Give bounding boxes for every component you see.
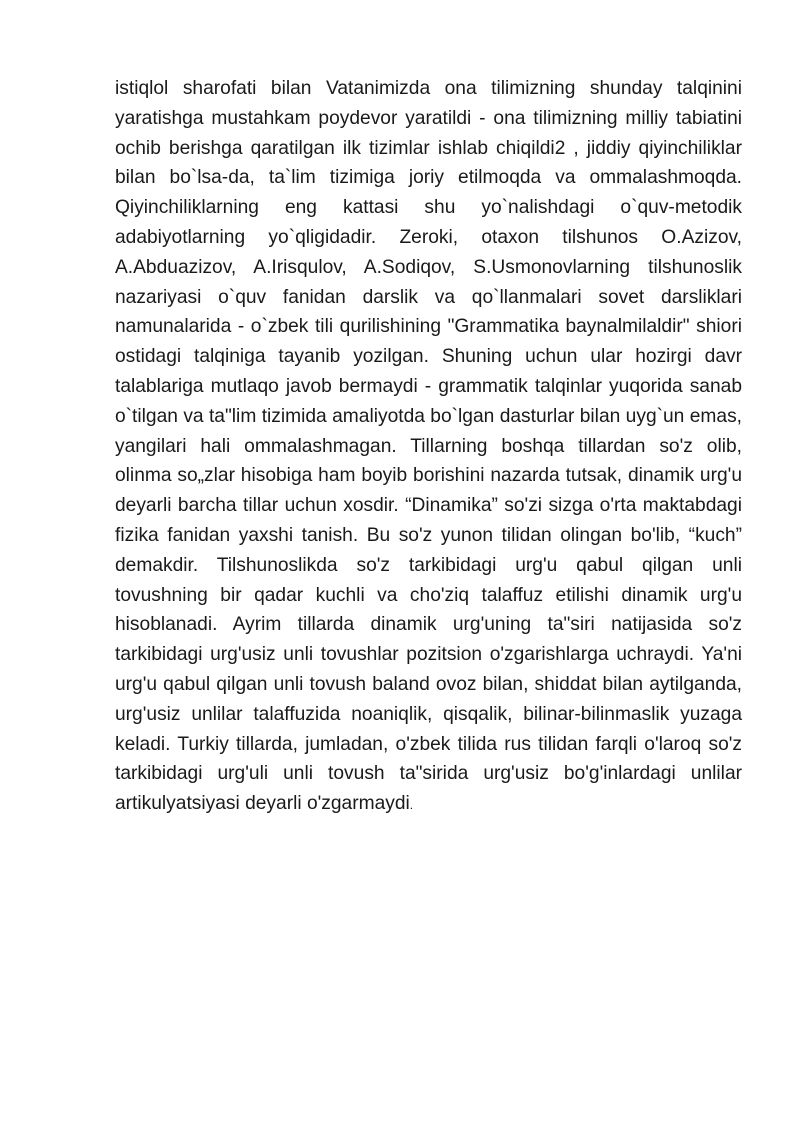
body-paragraph bbox=[115, 74, 742, 821]
paragraph-text: istiqlol sharofati bilan Vatanimizda ona tilimizning shunday talqinini yaratishga mustahkam poydevor yaratildi - ona tilimizning milliy tabiatini ochib berishga qaratilgan ilk tizimlar ishlab chiqildi2 , jiddiy qiyinchiliklar bilan bo`lsa-da, ta`lim tizimiga joriy etilmoqda va ommalashmoqda. Qiyinchiliklarning eng kattasi shu yo`nalishdagi o`quv-metodik adabiyotlarning yo`qligidadir. Zeroki, otaxon tilshunos O.Azizov, A.Abduazizov, A.Irisqulov, A.Sodiqov, S.Usmonovlarning tilshunoslik nazariyasi o`quv fanidan darslik va qo`llanmalari sovet darsliklari namunalarida - o`zbek tili qurilishining "Grammatika baynalmilaldir" shiori ostidagi talqiniga tayanib yozilgan. Shuning uchun ular hozirgi davr talablariga mutlaqo javob bermaydi - grammatik talqinlar yuqorida sanab o`tilgan va ta"lim tizimida amaliyotda bo`lgan dasturlar bilan uyg`un emas, yangilari hali ommalashmagan. Tillarning boshqa tillardan so'z olib, olinma so„zlar hisobiga ham boyib borishini nazarda tutsak, dinamik urg'u deyarli barcha tillar uchun xosdir. “Dinamika” so'zi sizga o'rta maktabdagi fizika fanidan yaxshi tanish. Bu so'z yunon tilidan olingan bo'lib, “kuch” demakdir. Tilshunoslikda so'z tarkibidagi urg'u qabul qilgan unli tovushning bir qadar kuchli va cho'ziq talaffuz etilishi dinamik urg'u hisoblanadi. Ayrim tillarda dinamik urg'uning ta"siri natijasida so'z tarkibidagi urg'usiz unli tovushlar pozitsion o'zgarishlarga uchraydi. Ya'ni urg'u qabul qilgan unli tovush baland ovoz bilan, shiddat bilan aytilganda, urg'usiz unlilar talaffuzida noaniqlik, qisqalik, bilinar-bilinmaslik yuzaga keladi. Turkiy tillarda, jumladan, o'zbek tilida rus tilidan farqli o'laroq so'z tarkibidagi urg'uli unli tovush ta"sirida urg'usiz bo'g'inlardagi unlilar artikulyatsiyasi deyarli o'zgarmaydi bbox=[115, 78, 742, 815]
paragraph-end-mark: . bbox=[409, 798, 414, 813]
